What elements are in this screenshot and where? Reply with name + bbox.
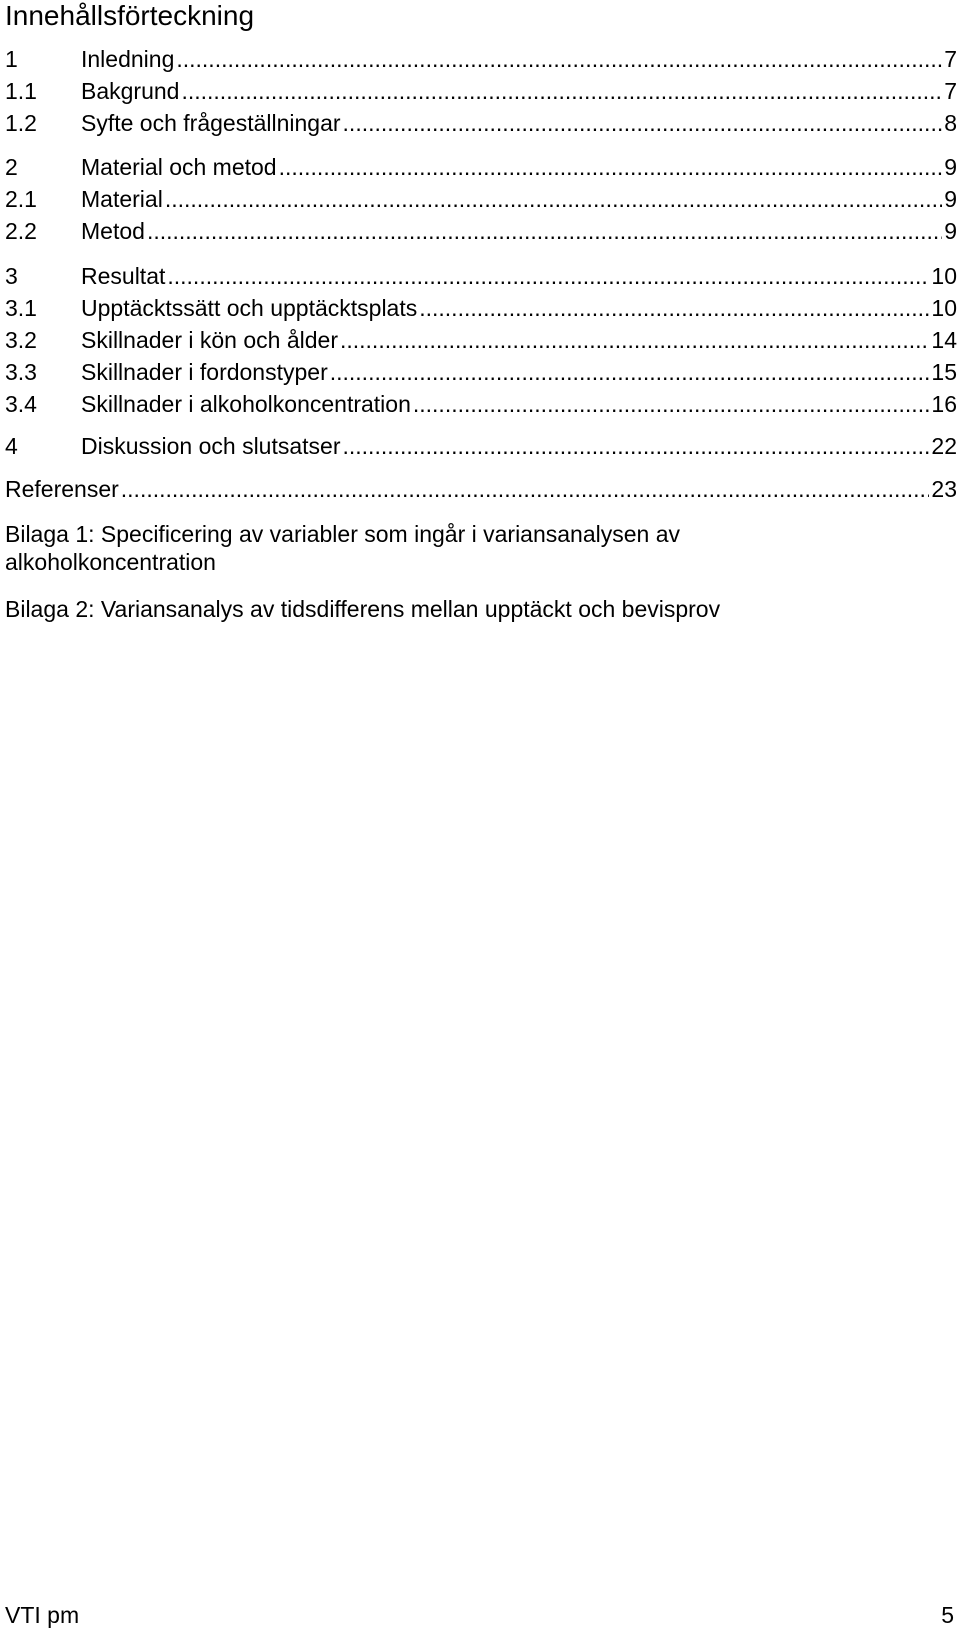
toc-entry-number: 2 bbox=[5, 154, 18, 180]
toc-dot-leader bbox=[167, 262, 929, 290]
toc-entry-title: Material bbox=[81, 186, 163, 212]
toc-entry-number: 3.3 bbox=[5, 359, 37, 385]
appendix-line: alkoholkoncentration bbox=[5, 549, 216, 575]
toc-entry-title: Skillnader i alkoholkoncentration bbox=[81, 391, 411, 417]
toc-entry[interactable] bbox=[5, 262, 957, 290]
toc-entry[interactable] bbox=[5, 358, 957, 386]
toc-entry-title: Inledning bbox=[81, 46, 175, 72]
toc-entry[interactable] bbox=[5, 217, 957, 245]
toc-entry-page: 8 bbox=[944, 110, 957, 136]
toc-entry-title: Metod bbox=[81, 218, 145, 244]
toc-entry-page: 7 bbox=[944, 78, 957, 104]
appendix-entry[interactable] bbox=[5, 520, 957, 576]
toc-dot-leader bbox=[176, 45, 942, 73]
toc-entry-number: 1.2 bbox=[5, 110, 37, 136]
toc-entry[interactable] bbox=[5, 432, 957, 460]
toc-entry-page: 9 bbox=[944, 218, 957, 244]
footer-publication: VTI pm bbox=[5, 1602, 80, 1628]
toc-dot-leader bbox=[343, 109, 943, 137]
toc-entry[interactable] bbox=[5, 326, 957, 354]
toc-entry[interactable] bbox=[5, 153, 957, 181]
toc-dot-leader bbox=[419, 294, 929, 322]
toc-entry-title: Bakgrund bbox=[81, 78, 180, 104]
toc-entry-title: Upptäcktssätt och upptäcktsplats bbox=[81, 295, 418, 321]
appendix-entry[interactable] bbox=[5, 595, 957, 623]
toc-entry-title: Skillnader i kön och ålder bbox=[81, 327, 338, 353]
toc-dot-leader bbox=[343, 432, 930, 460]
toc-entry-page: 9 bbox=[944, 154, 957, 180]
toc-entry-number: 3 bbox=[5, 263, 18, 289]
toc-entry-page: 7 bbox=[944, 46, 957, 72]
toc-entry-page: 14 bbox=[931, 327, 957, 353]
toc-entry[interactable] bbox=[5, 475, 957, 503]
toc-dot-leader bbox=[147, 217, 942, 245]
appendix-line: Bilaga 1: Specificering av variabler som ingår i variansanalysen av bbox=[5, 521, 681, 547]
toc-entry-page: 22 bbox=[931, 433, 957, 459]
toc-entry-number: 3.1 bbox=[5, 295, 37, 321]
toc-dot-leader bbox=[181, 77, 942, 105]
appendix-line: Bilaga 2: Variansanalys av tidsdifferens mellan upptäckt och bevisprov bbox=[5, 596, 721, 622]
toc-entry[interactable] bbox=[5, 109, 957, 137]
toc-entry[interactable] bbox=[5, 294, 957, 322]
toc-entry[interactable] bbox=[5, 185, 957, 213]
toc-entry-number: 1 bbox=[5, 46, 18, 72]
toc-entry-number: 4 bbox=[5, 433, 18, 459]
toc-entry-title: Referenser bbox=[5, 476, 119, 502]
toc-entry-title: Syfte och frågeställningar bbox=[81, 110, 341, 136]
toc-entry-page: 10 bbox=[931, 263, 957, 289]
toc-dot-leader bbox=[330, 358, 930, 386]
toc-dot-leader bbox=[121, 475, 930, 503]
toc-entry-number: 1.1 bbox=[5, 78, 37, 104]
toc-entry-page: 9 bbox=[944, 186, 957, 212]
toc-entry-title: Resultat bbox=[81, 263, 166, 289]
toc-dot-leader bbox=[279, 153, 943, 181]
toc-dot-leader bbox=[413, 390, 930, 418]
toc-entry-page: 16 bbox=[931, 391, 957, 417]
toc-entry-title: Material och metod bbox=[81, 154, 277, 180]
toc-title: Innehållsförteckning bbox=[5, 0, 255, 31]
toc-entry[interactable] bbox=[5, 45, 957, 73]
toc-entry-page: 23 bbox=[931, 476, 957, 502]
toc-entry[interactable] bbox=[5, 390, 957, 418]
toc-dot-leader bbox=[340, 326, 929, 354]
toc-entry-number: 2.1 bbox=[5, 186, 37, 212]
toc-entry-title: Diskussion och slutsatser bbox=[81, 433, 341, 459]
toc-entry[interactable] bbox=[5, 77, 957, 105]
toc-entry-number: 3.2 bbox=[5, 327, 37, 353]
page-number: 5 bbox=[941, 1602, 954, 1628]
toc-entry-page: 10 bbox=[931, 295, 957, 321]
toc-entry-page: 15 bbox=[931, 359, 957, 385]
toc-entry-number: 3.4 bbox=[5, 391, 37, 417]
toc-dot-leader bbox=[165, 185, 942, 213]
toc-entry-title: Skillnader i fordonstyper bbox=[81, 359, 328, 385]
toc-entry-number: 2.2 bbox=[5, 218, 37, 244]
